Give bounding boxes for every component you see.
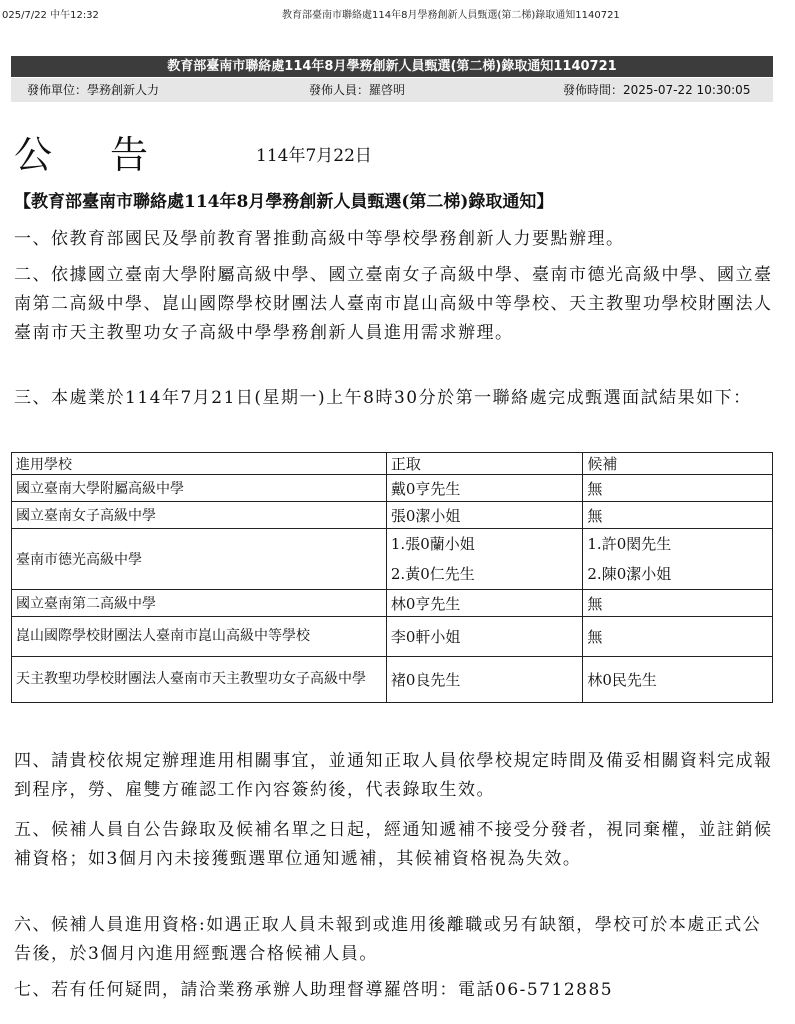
wait-entry: 2.陳0潔小姐 bbox=[587, 565, 672, 583]
paragraph-4: 四、請貴校依規定辦理進用相關事宜，並通知正取人員依學校規定時間及備妥相關資料完成報到程序，勞、雇雙方確認工作內容簽約後，代表錄取生效。 bbox=[14, 751, 773, 800]
print-timestamp: 025/7/22 中午12:32 bbox=[2, 10, 99, 21]
print-header bbox=[0, 4, 795, 20]
page-heading: 公告 bbox=[14, 133, 207, 177]
issuing-time: 發佈時間：2025-07-22 10:30:05 bbox=[563, 83, 751, 97]
wait-cell: 無 bbox=[583, 590, 773, 617]
school-cell: 臺南市德光高級中學 bbox=[12, 529, 387, 590]
table-row bbox=[12, 657, 773, 703]
school-cell: 國立臺南女子高級中學 bbox=[12, 502, 387, 529]
wait-cell: 林0民先生 bbox=[583, 657, 773, 703]
print-page-title: 教育部臺南市聯絡處114年8月學務創新人員甄選(第二梯)錄取通知1140721 bbox=[282, 10, 620, 21]
table-row bbox=[12, 475, 773, 502]
table-header-row bbox=[12, 453, 773, 475]
notice-title: 【教育部臺南市聯絡處114年8月學務創新人員甄選(第二梯)錄取通知】 bbox=[14, 192, 554, 212]
admit-cell: 張0潔小姐 bbox=[386, 502, 583, 529]
admit-cell: 戴0亨先生 bbox=[386, 475, 583, 502]
table-row bbox=[12, 529, 773, 590]
issuing-unit: 發佈單位：學務創新人力 bbox=[27, 83, 160, 97]
admit-cell: 李0軒小姐 bbox=[386, 617, 583, 657]
school-cell: 國立臺南第二高級中學 bbox=[12, 590, 387, 617]
heading-date: 114年7月22日 bbox=[256, 146, 372, 166]
admit-cell: 林0亨先生 bbox=[386, 590, 583, 617]
results-table bbox=[11, 452, 773, 703]
admit-entry: 2.黃0仁先生 bbox=[390, 565, 475, 583]
wait-cell: 無 bbox=[583, 475, 773, 502]
school-cell: 國立臺南大學附屬高級中學 bbox=[12, 475, 387, 502]
admit-cell bbox=[386, 529, 583, 590]
issuing-person: 發佈人員：羅啓明 bbox=[309, 83, 406, 97]
admit-cell: 褚0良先生 bbox=[386, 657, 583, 703]
header-wait: 候補 bbox=[583, 453, 773, 475]
paragraph-1: 一、依教育部國民及學前教育署推動高級中等學校學務創新人力要點辦理。 bbox=[14, 229, 625, 249]
paragraph-7: 七、若有任何疑問，請洽業務承辦人助理督導羅啓明：電話06-5712885 bbox=[14, 980, 614, 1000]
header-school: 進用學校 bbox=[12, 453, 387, 475]
wait-cell: 無 bbox=[583, 617, 773, 657]
table-row bbox=[12, 617, 773, 657]
table-row bbox=[12, 502, 773, 529]
announcement-meta-bar bbox=[11, 78, 773, 102]
admit-entry: 1.張0蘭小姐 bbox=[390, 535, 475, 553]
paragraph-6: 六、候補人員進用資格:如遇正取人員未報到或進用後離職或另有缺額，學校可於本處正式公告後，於3個月內進用經甄選合格候補人員。 bbox=[14, 915, 762, 964]
table-row bbox=[12, 590, 773, 617]
wait-entry: 1.許0閎先生 bbox=[587, 535, 672, 553]
school-cell: 天主教聖功學校財團法人臺南市天主教聖功女子高級中學 bbox=[12, 657, 387, 703]
announcement-title-bar: 教育部臺南市聯絡處114年8月學務創新人員甄選(第二梯)錄取通知1140721 bbox=[11, 56, 773, 77]
school-cell: 崑山國際學校財團法人臺南市崑山高級中等學校 bbox=[12, 617, 387, 657]
header-admit: 正取 bbox=[386, 453, 583, 475]
wait-cell bbox=[583, 529, 773, 590]
paragraph-5: 五、候補人員自公告錄取及候補名單之日起，經通知遞補不接受分發者，視同棄權，並註銷候補資格；如3個月內未接獲甄選單位通知遞補，其候補資格視為失效。 bbox=[14, 820, 773, 869]
wait-cell: 無 bbox=[583, 502, 773, 529]
paragraph-3: 三、本處業於114年7月21日(星期一)上午8時30分於第一聯絡處完成甄選面試結果如下： bbox=[14, 388, 752, 408]
paragraph-2: 二、依據國立臺南大學附屬高級中學、國立臺南女子高級中學、臺南市德光高級中學、國立臺南第二高級中學、崑山國際學校財團法人臺南市崑山高級中等學校、天主教聖功學校財團法人臺南市天主教聖功女子高級中學學務創新人員進用需求辦理。 bbox=[14, 265, 773, 343]
